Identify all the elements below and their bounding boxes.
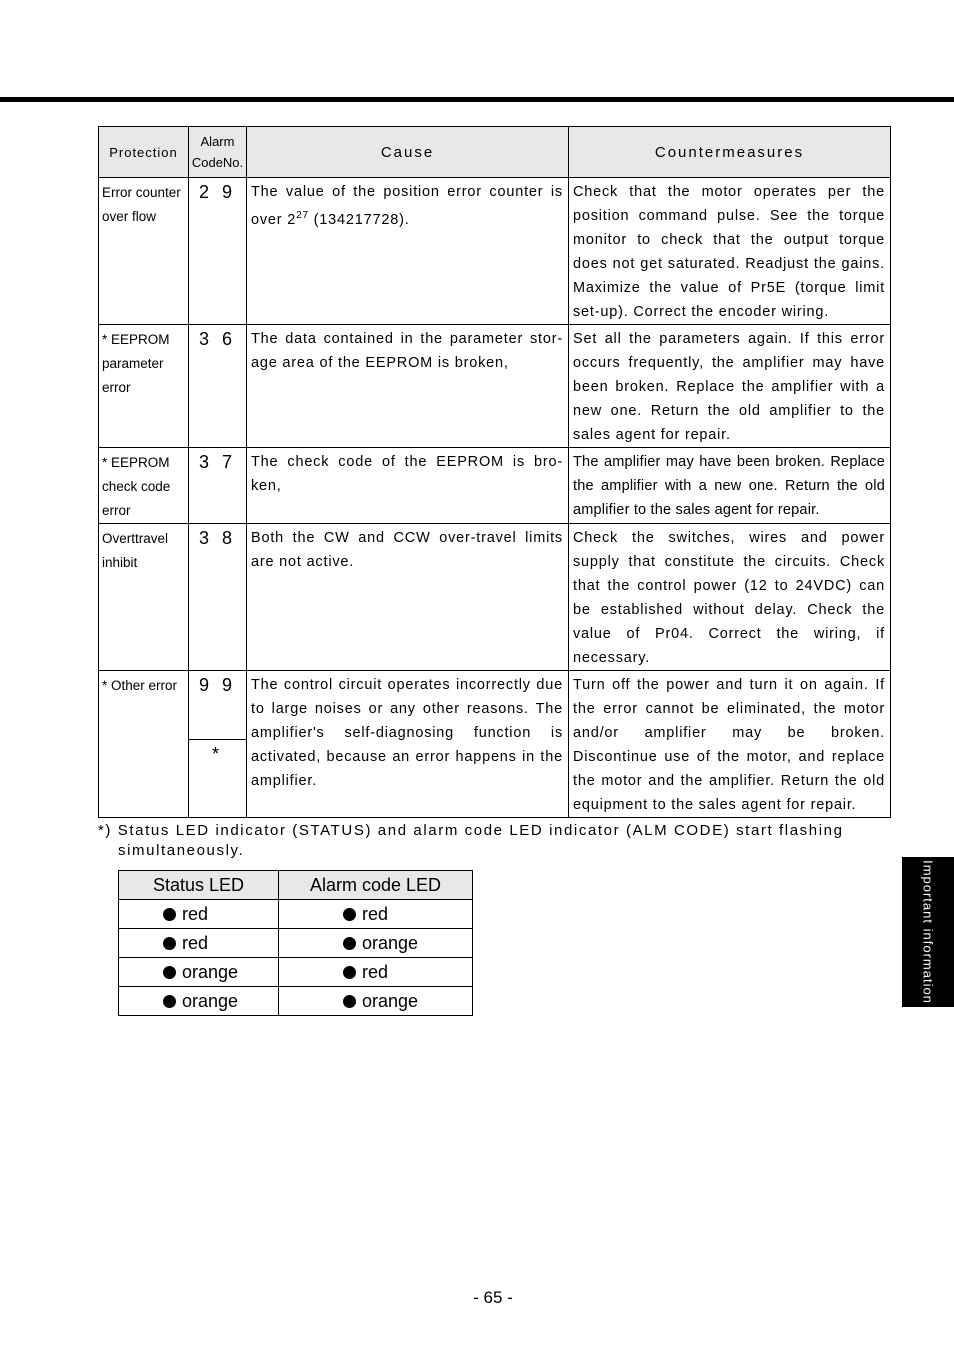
header-alarm-line2: CodeNo.	[191, 155, 244, 170]
countermeasure-cell: Set all the parameters again. If this error occurs frequently, the amplifier may have been broken. Replace the amplifier with a new one. Return the old amplifier to the sales agent for repair.	[569, 325, 891, 448]
led-table	[118, 870, 473, 1016]
protection-cell: Error counter over flow	[99, 178, 189, 325]
header-cause: Cause	[247, 127, 569, 178]
status-led-value: orange	[182, 961, 239, 982]
alarm-led-value: orange	[362, 932, 419, 953]
cause-cell: The control circuit operates incorrectly due to large noises or any other reasons. The amplifier's self-diagnosing function is activated, because an error happens in the amplifier.	[247, 671, 569, 818]
top-rule	[0, 97, 954, 102]
alarm-code-cell: 3 7	[189, 448, 247, 524]
protection-table	[98, 126, 891, 818]
countermeasure-cell: Check that the motor operates per the position command pulse. See the torque monitor to check that the output torque does not get saturated. Readjust the gains. Maximize the value of Pr5E (torque limit set-up). Correct the encoder wiring.	[569, 178, 891, 325]
header-protection: Protection	[99, 127, 189, 178]
header-alarm-code-led: Alarm code LED	[279, 871, 473, 900]
side-tab-label: Important information	[920, 860, 936, 1004]
status-led-value: red	[182, 903, 209, 924]
countermeasure-cell: Turn off the power and turn it on again. If the error cannot be eliminated, the motor and/or amplifier may be broken. Discontinue use of the motor, and replace the motor and the amplifier. Return the old equipment to the sales agent for repair.	[569, 671, 891, 818]
alarm-code-cell: 3 8	[189, 524, 247, 671]
alarm-led-cell	[279, 958, 473, 987]
bullet-dot-icon	[163, 995, 176, 1008]
cause-cell	[247, 178, 569, 325]
table-row	[99, 524, 891, 671]
header-status-led: Status LED	[119, 871, 279, 900]
alarm-code-cell: 3 6	[189, 325, 247, 448]
alarm-led-value: orange	[362, 990, 419, 1011]
led-row	[119, 958, 473, 987]
bullet-dot-icon	[343, 995, 356, 1008]
status-led-value: red	[182, 932, 209, 953]
cause-cell: Both the CW and CCW over-travel limits are not active.	[247, 524, 569, 671]
alarm-led-value: red	[362, 961, 389, 982]
bullet-dot-icon	[343, 937, 356, 950]
bullet-dot-icon	[343, 966, 356, 979]
header-alarm-line1: Alarm	[200, 134, 235, 149]
alarm-code-cell: 2 9	[189, 178, 247, 325]
cause-cell: The check code of the EEPROM is bro-ken,	[247, 448, 569, 524]
bullet-dot-icon	[163, 908, 176, 921]
protection-cell: * Other error	[99, 671, 189, 818]
alarm-led-value: red	[362, 903, 389, 924]
table-row	[99, 325, 891, 448]
page-number: - 65 -	[473, 1288, 513, 1307]
cause-text-tail: (134217728).	[308, 211, 410, 228]
header-countermeasures: Countermeasures	[569, 127, 891, 178]
alarm-led-cell	[279, 987, 473, 1016]
protection-cell: * EEPROM parameter error	[99, 325, 189, 448]
table-row	[99, 178, 891, 325]
footnote-line1: *) Status LED indicator (STATUS) and alarm code LED indicator (ALM CODE) start flashing	[98, 822, 844, 839]
alarm-led-cell	[279, 900, 473, 929]
led-row	[119, 987, 473, 1016]
status-led-cell	[119, 958, 279, 987]
bullet-dot-icon	[163, 937, 176, 950]
cause-exponent: 27	[296, 210, 309, 221]
protection-cell: Overttravel inhibit	[99, 524, 189, 671]
protection-cell: * EEPROM check code error	[99, 448, 189, 524]
alarm-code-cell: 9 9	[189, 671, 247, 740]
status-led-cell	[119, 929, 279, 958]
header-alarm-code	[189, 127, 247, 178]
led-row	[119, 929, 473, 958]
led-header-row	[119, 871, 473, 900]
cause-cell: The data contained in the parameter stor-age area of the EEPROM is broken,	[247, 325, 569, 448]
status-led-cell	[119, 900, 279, 929]
status-led-cell	[119, 987, 279, 1016]
status-led-value: orange	[182, 990, 239, 1011]
alarm-code-cell-secondary: *	[189, 739, 247, 817]
countermeasure-cell: The amplifier may have been broken. Replace the amplifier with a new one. Return the old amplifier to the sales agent for repair.	[569, 448, 891, 524]
table-header-row	[99, 127, 891, 178]
side-tab	[902, 857, 954, 1007]
footnote-line2: simultaneously.	[118, 842, 245, 859]
countermeasure-cell: Check the switches, wires and power supply that constitute the circuits. Check that the control power (12 to 24VDC) can be established without delay. Check the value of Pr04. Correct the wiring, if necessary.	[569, 524, 891, 671]
led-row	[119, 900, 473, 929]
table-row	[99, 448, 891, 524]
footnote	[98, 821, 890, 861]
table-row	[99, 671, 891, 740]
bullet-dot-icon	[163, 966, 176, 979]
cause-text: The value of the position error counter is over 2	[251, 184, 563, 228]
alarm-led-cell	[279, 929, 473, 958]
bullet-dot-icon	[343, 908, 356, 921]
